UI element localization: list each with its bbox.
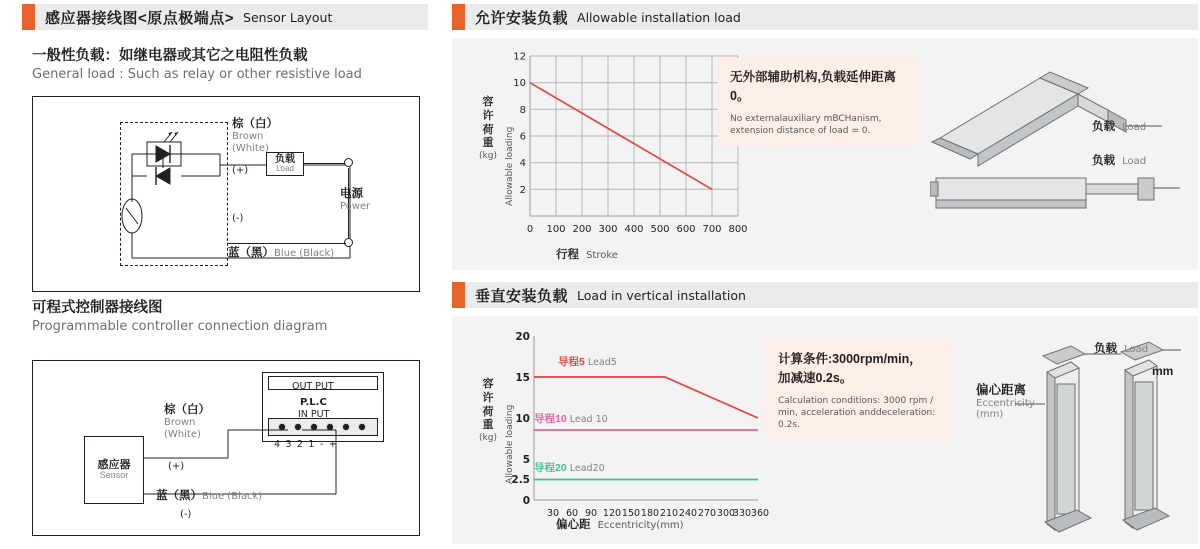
plc-blue-label <box>156 490 262 503</box>
blue-black-label-cn: 蓝（黑） <box>228 247 274 259</box>
load-callout-top-2-cn: 负载 <box>1092 155 1115 167</box>
plc-blue-cn: 蓝（黑） <box>156 490 202 502</box>
mm-label-text: mm <box>1152 364 1174 378</box>
svg-text:100: 100 <box>546 224 566 235</box>
plc-blue-en: Blue (Black) <box>202 491 263 502</box>
svg-text:6: 6 <box>519 131 526 143</box>
section-header-sensor <box>22 4 428 30</box>
svg-text:270: 270 <box>697 508 717 519</box>
chart2-xlabel-en: Eccentricity(mm) <box>597 520 684 531</box>
accent-bar <box>22 4 35 30</box>
plc-pin-numbers-text: 4 3 2 1 - + <box>274 439 338 450</box>
eccentricity-callout <box>976 380 1035 420</box>
svg-text:200: 200 <box>572 224 592 235</box>
eccentricity-callout-en: Eccentricity <box>976 398 1035 409</box>
chart1-xlabel <box>556 246 618 262</box>
plus-label <box>232 164 248 177</box>
plc-brown-en2: (White) <box>164 428 201 440</box>
series-label-lead5-cn: 导程5 <box>558 356 585 368</box>
load-callout-top-2 <box>1092 152 1146 168</box>
power-label-en: Power <box>340 201 371 213</box>
svg-text:400: 400 <box>624 224 644 235</box>
series-label-lead20 <box>534 462 605 475</box>
power-label-cn: 电源 <box>340 188 363 200</box>
svg-text:10: 10 <box>513 78 526 90</box>
plc-brown-cn: 棕（白） <box>164 404 210 416</box>
svg-text:15: 15 <box>515 372 530 384</box>
allowable-note-en: No externalauxiliary mBCHanism, extension distance of load = 0. <box>730 113 882 136</box>
svg-text:5: 5 <box>522 454 530 466</box>
load-box <box>266 152 304 176</box>
section-header-vertical <box>452 282 1198 308</box>
chart2-ylabel-en-text: Allowable loading <box>505 404 515 484</box>
chart2-xlabel-cn: 偏心距 <box>556 519 591 531</box>
plc-in-text: IN PUT <box>298 409 330 420</box>
svg-text:240: 240 <box>678 508 698 519</box>
brown-white-label-en1: Brown <box>232 131 264 143</box>
section-title-vertical-en: Load in vertical installation <box>577 287 746 303</box>
svg-text:2: 2 <box>519 184 526 196</box>
sensor-block-cn: 感应器 <box>97 458 131 471</box>
svg-text:8: 8 <box>519 104 526 116</box>
svg-text:60: 60 <box>565 508 579 519</box>
series-label-lead10 <box>534 413 608 426</box>
brown-white-label <box>232 118 278 154</box>
section-title-sensor-cn: 感应器接线图<原点极端点> <box>45 9 235 27</box>
vertical-note <box>766 340 952 440</box>
section-title-vertical-cn: 垂直安装负载 <box>475 287 569 305</box>
series-label-lead20-cn: 导程20 <box>534 462 567 474</box>
svg-text:30: 30 <box>546 508 560 519</box>
allowable-note-cn: 无外部辅助机构,负载延伸距离0。 <box>730 70 896 103</box>
plc-minus-text: (-) <box>180 509 192 520</box>
chart2-ylabel-en <box>494 352 515 492</box>
plc-plus-text: (+) <box>168 461 185 472</box>
plc-name-text: P.L.C <box>300 397 327 408</box>
vertical-note-cn-2: 加减速0.2s。 <box>778 370 853 385</box>
load-callout-bottom <box>1094 340 1148 356</box>
svg-text:210: 210 <box>659 508 679 519</box>
load-callout-top-2-en: Load <box>1122 156 1147 167</box>
svg-text:360: 360 <box>750 508 770 519</box>
chart1-xlabel-cn: 行程 <box>556 249 579 261</box>
minus-label <box>232 212 243 225</box>
svg-text:20: 20 <box>515 331 530 343</box>
chart2-plot <box>508 328 788 528</box>
plc-title-en: Programmable controller connection diagram <box>32 319 328 334</box>
svg-text:500: 500 <box>650 224 670 235</box>
blue-black-label-en: Blue (Black) <box>274 248 335 259</box>
series-label-lead5-en: Lead5 <box>587 357 617 368</box>
svg-text:800: 800 <box>728 224 748 235</box>
power-line-top <box>304 163 345 164</box>
eccentricity-callout-cn: 偏心距离 <box>976 383 1027 397</box>
section-title-sensor-en: Sensor Layout <box>243 9 333 25</box>
svg-text:0: 0 <box>526 224 534 235</box>
power-label <box>340 188 370 213</box>
brown-white-label-cn: 棕（白） <box>232 118 278 130</box>
brown-white-label-en2: (White) <box>232 142 269 154</box>
svg-text:120: 120 <box>602 508 622 519</box>
chart2-ylabel-unit: (kg) <box>479 433 497 443</box>
mm-label <box>1152 364 1173 378</box>
chart1-xlabel-en: Stroke <box>586 250 618 261</box>
plc-title-cn: 可程式控制器接线图 <box>32 300 163 316</box>
chart1-ylabel-en-text: Allowable loading <box>505 126 515 206</box>
load-box-cn: 负载 <box>275 153 295 165</box>
allowable-note <box>718 58 920 146</box>
plc-brown-label <box>164 404 210 440</box>
svg-text:300: 300 <box>716 508 736 519</box>
svg-text:180: 180 <box>640 508 660 519</box>
sensor-block <box>84 436 144 504</box>
blue-black-label <box>228 247 334 260</box>
chart2-xlabel <box>556 516 684 532</box>
eccentricity-callout-unit: (mm) <box>976 409 1004 420</box>
chart1-ylabel-en <box>494 74 515 206</box>
load-callout-top-1-cn: 负载 <box>1092 121 1115 133</box>
section-title-allowable-cn: 允许安装负载 <box>475 9 569 27</box>
svg-text:600: 600 <box>676 224 696 235</box>
plc-minus-label <box>180 508 191 521</box>
general-load-title-en: General load : Such as relay or other resistive load <box>32 67 362 82</box>
load-callout-bottom-cn: 负载 <box>1094 343 1117 355</box>
load-callout-bottom-en: Load <box>1124 344 1149 355</box>
terminal-top <box>344 158 353 167</box>
load-box-en: Load <box>276 164 294 174</box>
section-header-allowable <box>452 4 1198 30</box>
chart2-ylabel-cn: 容许荷重 <box>482 378 494 432</box>
accent-bar-vertical <box>452 282 465 308</box>
chart1-ylabel-cn: 容许荷重 <box>482 96 494 150</box>
plus-label-text: (+) <box>232 165 249 176</box>
general-load-title-cn: 一般性负载：如继电器或其它之电阻性负载 <box>32 48 308 64</box>
plc-outlabel <box>292 380 334 393</box>
minus-label-text: (-) <box>232 213 244 224</box>
svg-text:300: 300 <box>598 224 618 235</box>
svg-text:4: 4 <box>519 158 526 170</box>
chart1-ylabel-unit: (kg) <box>479 151 497 161</box>
plc-title <box>32 296 327 334</box>
accent-bar-allowable <box>452 4 465 30</box>
vertical-note-en: Calculation conditions: 3000 rpm / min, acceleration anddeceleration: 0.2s. <box>778 395 936 430</box>
svg-text:150: 150 <box>621 508 641 519</box>
series-label-lead20-en: Lead20 <box>569 463 605 474</box>
svg-text:700: 700 <box>702 224 722 235</box>
svg-text:12: 12 <box>513 51 526 63</box>
svg-text:2.5: 2.5 <box>511 474 530 486</box>
svg-text:10: 10 <box>515 413 530 425</box>
section-title-allowable-en: Allowable installation load <box>577 9 741 25</box>
svg-text:90: 90 <box>584 508 598 519</box>
load-callout-top-1 <box>1092 118 1146 134</box>
plc-out-text: OUT PUT <box>292 381 334 392</box>
actuator-illustration-top <box>930 60 1190 240</box>
svg-text:0: 0 <box>522 495 530 507</box>
general-load-title <box>32 44 362 82</box>
vertical-note-cn-1: 计算条件:3000rpm/min， <box>778 352 922 366</box>
load-callout-top-1-en: Load <box>1122 122 1147 133</box>
sensor-block-en: Sensor <box>99 470 129 481</box>
plc-plus-label <box>168 460 184 473</box>
series-label-lead10-cn: 导程10 <box>534 413 567 425</box>
series-label-lead5 <box>558 356 617 369</box>
power-line-bottom <box>228 243 346 244</box>
plc-brown-en1: Brown <box>164 417 196 429</box>
svg-text:330: 330 <box>732 508 752 519</box>
series-label-lead10-en: Lead 10 <box>569 414 608 425</box>
